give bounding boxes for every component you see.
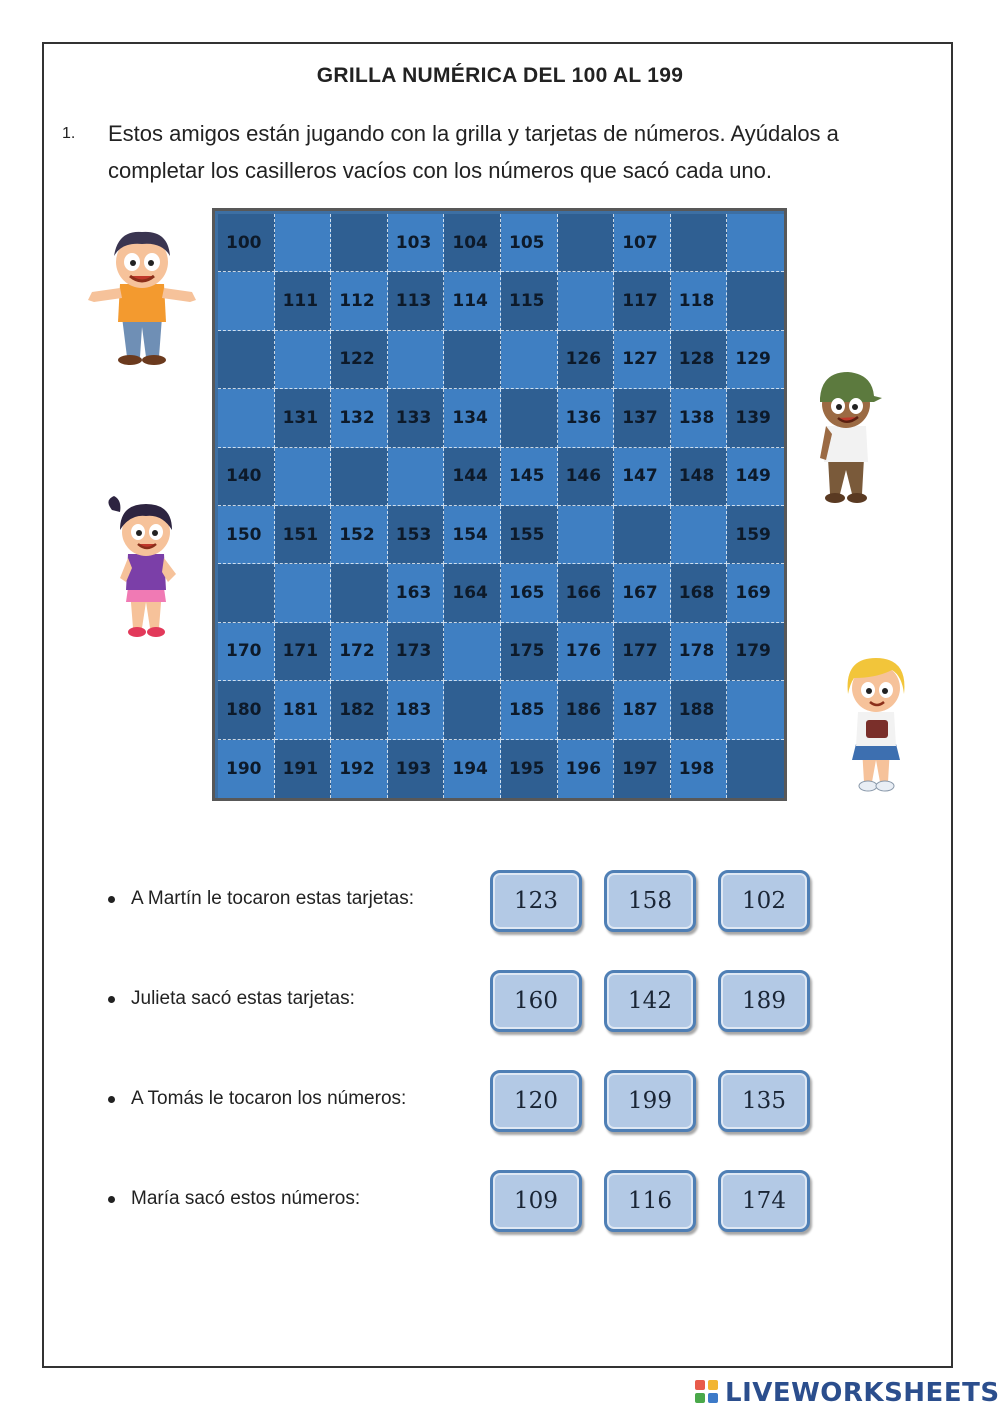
grid-cell-empty[interactable] <box>388 331 445 389</box>
grid-cell: 198 <box>671 740 728 798</box>
number-card[interactable]: 160 <box>490 970 582 1032</box>
grid-cell: 140 <box>218 448 275 506</box>
grid-cell: 170 <box>218 623 275 681</box>
blonde-girl-illustration <box>832 648 922 793</box>
grid-cell: 145 <box>501 448 558 506</box>
task-item <box>108 988 355 1010</box>
grid-cell: 186 <box>558 681 615 739</box>
grid-cell: 150 <box>218 506 275 564</box>
grid-cell: 131 <box>275 389 332 447</box>
number-card[interactable]: 135 <box>718 1070 810 1132</box>
grid-cell: 155 <box>501 506 558 564</box>
task-item <box>108 888 414 910</box>
task-label: A Martín le tocaron estas tarjetas: <box>131 888 415 909</box>
grid-cell-empty[interactable] <box>671 506 728 564</box>
grid-cell-empty[interactable] <box>727 681 784 739</box>
instruction-number: 1. <box>62 125 76 142</box>
grid-cell-empty[interactable] <box>501 389 558 447</box>
grid-cell: 152 <box>331 506 388 564</box>
grid-cell: 169 <box>727 564 784 622</box>
grid-cell: 183 <box>388 681 445 739</box>
grid-cell: 111 <box>275 272 332 330</box>
task-label: María sacó estos números: <box>131 1188 361 1209</box>
grid-cell-empty[interactable] <box>444 681 501 739</box>
task-label: A Tomás le tocaron los números: <box>131 1088 407 1109</box>
boy-with-cap-illustration <box>800 362 895 507</box>
grid-cell: 191 <box>275 740 332 798</box>
grid-cell: 172 <box>331 623 388 681</box>
grid-cell: 113 <box>388 272 445 330</box>
grid-cell: 179 <box>727 623 784 681</box>
grid-cell: 171 <box>275 623 332 681</box>
grid-cell: 178 <box>671 623 728 681</box>
grid-cell: 182 <box>331 681 388 739</box>
grid-cell: 159 <box>727 506 784 564</box>
grid-cell: 175 <box>501 623 558 681</box>
grid-cell: 153 <box>388 506 445 564</box>
grid-cell: 134 <box>444 389 501 447</box>
bullet-icon <box>108 1096 115 1103</box>
grid-cell-empty[interactable] <box>331 564 388 622</box>
grid-cell: 151 <box>275 506 332 564</box>
grid-cell: 104 <box>444 214 501 272</box>
grid-cell-empty[interactable] <box>218 272 275 330</box>
grid-cell: 103 <box>388 214 445 272</box>
grid-cell-empty[interactable] <box>275 448 332 506</box>
grid-cell-empty[interactable] <box>501 331 558 389</box>
grid-cell-empty[interactable] <box>558 214 615 272</box>
task-item <box>108 1188 360 1210</box>
number-card[interactable]: 120 <box>490 1070 582 1132</box>
grid-cell: 188 <box>671 681 728 739</box>
grid-cell-empty[interactable] <box>218 564 275 622</box>
number-grid <box>212 208 787 801</box>
boy-character-illustration <box>82 222 202 372</box>
grid-cell-empty[interactable] <box>218 389 275 447</box>
grid-cell-empty[interactable] <box>388 448 445 506</box>
grid-cell: 197 <box>614 740 671 798</box>
bullet-icon <box>108 1196 115 1203</box>
grid-cell-empty[interactable] <box>444 331 501 389</box>
grid-cell: 187 <box>614 681 671 739</box>
grid-cell: 163 <box>388 564 445 622</box>
grid-cell-empty[interactable] <box>727 272 784 330</box>
grid-cell: 149 <box>727 448 784 506</box>
liveworksheets-logo[interactable] <box>695 1378 1000 1408</box>
grid-cell: 164 <box>444 564 501 622</box>
number-cards <box>490 1170 810 1232</box>
grid-cell-empty[interactable] <box>331 448 388 506</box>
number-cards <box>490 870 810 932</box>
number-card[interactable]: 199 <box>604 1070 696 1132</box>
grid-cell: 192 <box>331 740 388 798</box>
number-card[interactable]: 189 <box>718 970 810 1032</box>
grid-cell: 129 <box>727 331 784 389</box>
number-card[interactable]: 123 <box>490 870 582 932</box>
logo-mark-icon <box>695 1380 721 1406</box>
grid-cell: 138 <box>671 389 728 447</box>
grid-cell: 100 <box>218 214 275 272</box>
grid-cell: 139 <box>727 389 784 447</box>
grid-cell: 146 <box>558 448 615 506</box>
grid-cell: 176 <box>558 623 615 681</box>
grid-cell: 115 <box>501 272 558 330</box>
grid-cell-empty[interactable] <box>275 214 332 272</box>
girl-character-illustration <box>100 490 195 640</box>
number-card[interactable]: 174 <box>718 1170 810 1232</box>
number-card[interactable]: 102 <box>718 870 810 932</box>
grid-cell-empty[interactable] <box>727 214 784 272</box>
grid-cell-empty[interactable] <box>218 331 275 389</box>
grid-cell: 168 <box>671 564 728 622</box>
bullet-icon <box>108 896 115 903</box>
grid-cell: 167 <box>614 564 671 622</box>
grid-cell: 193 <box>388 740 445 798</box>
grid-cell-empty[interactable] <box>275 331 332 389</box>
grid-cell-empty[interactable] <box>671 214 728 272</box>
grid-cell: 128 <box>671 331 728 389</box>
task-label: Julieta sacó estas tarjetas: <box>131 988 355 1009</box>
grid-cell: 136 <box>558 389 615 447</box>
number-cards <box>490 1070 810 1132</box>
number-card[interactable]: 109 <box>490 1170 582 1232</box>
grid-cell: 127 <box>614 331 671 389</box>
instruction-text: Estos amigos están jugando con la grilla y tarjetas de números. Ayúdalos a completar los casilleros vacíos con los números que sacó cada uno. <box>108 121 839 183</box>
grid-cell: 165 <box>501 564 558 622</box>
grid-cell: 196 <box>558 740 615 798</box>
number-cards <box>490 970 810 1032</box>
grid-cell: 166 <box>558 564 615 622</box>
grid-cell-empty[interactable] <box>444 623 501 681</box>
grid-cell: 117 <box>614 272 671 330</box>
grid-cell: 118 <box>671 272 728 330</box>
logo-text: LIVEWORKSHEETS <box>725 1378 1000 1408</box>
bullet-icon <box>108 996 115 1003</box>
grid-cell: 126 <box>558 331 615 389</box>
grid-cell: 154 <box>444 506 501 564</box>
grid-cell: 177 <box>614 623 671 681</box>
number-card[interactable]: 142 <box>604 970 696 1032</box>
grid-cell: 147 <box>614 448 671 506</box>
grid-cell: 122 <box>331 331 388 389</box>
grid-cell: 190 <box>218 740 275 798</box>
grid-cell: 107 <box>614 214 671 272</box>
grid-cell: 180 <box>218 681 275 739</box>
grid-cell-empty[interactable] <box>727 740 784 798</box>
grid-cell: 105 <box>501 214 558 272</box>
number-grid-cells <box>218 214 784 798</box>
grid-cell-empty[interactable] <box>331 214 388 272</box>
grid-cell: 133 <box>388 389 445 447</box>
grid-cell-empty[interactable] <box>614 506 671 564</box>
grid-cell-empty[interactable] <box>558 506 615 564</box>
grid-cell: 185 <box>501 681 558 739</box>
page-title: GRILLA NUMÉRICA DEL 100 AL 199 <box>316 64 684 87</box>
grid-cell: 144 <box>444 448 501 506</box>
grid-cell: 194 <box>444 740 501 798</box>
task-item <box>108 1088 406 1110</box>
grid-cell: 137 <box>614 389 671 447</box>
grid-cell: 195 <box>501 740 558 798</box>
grid-cell: 132 <box>331 389 388 447</box>
number-card[interactable]: 158 <box>604 870 696 932</box>
grid-cell: 114 <box>444 272 501 330</box>
grid-cell: 112 <box>331 272 388 330</box>
number-card[interactable]: 116 <box>604 1170 696 1232</box>
grid-cell-empty[interactable] <box>275 564 332 622</box>
grid-cell: 148 <box>671 448 728 506</box>
grid-cell: 173 <box>388 623 445 681</box>
grid-cell-empty[interactable] <box>558 272 615 330</box>
grid-cell: 181 <box>275 681 332 739</box>
